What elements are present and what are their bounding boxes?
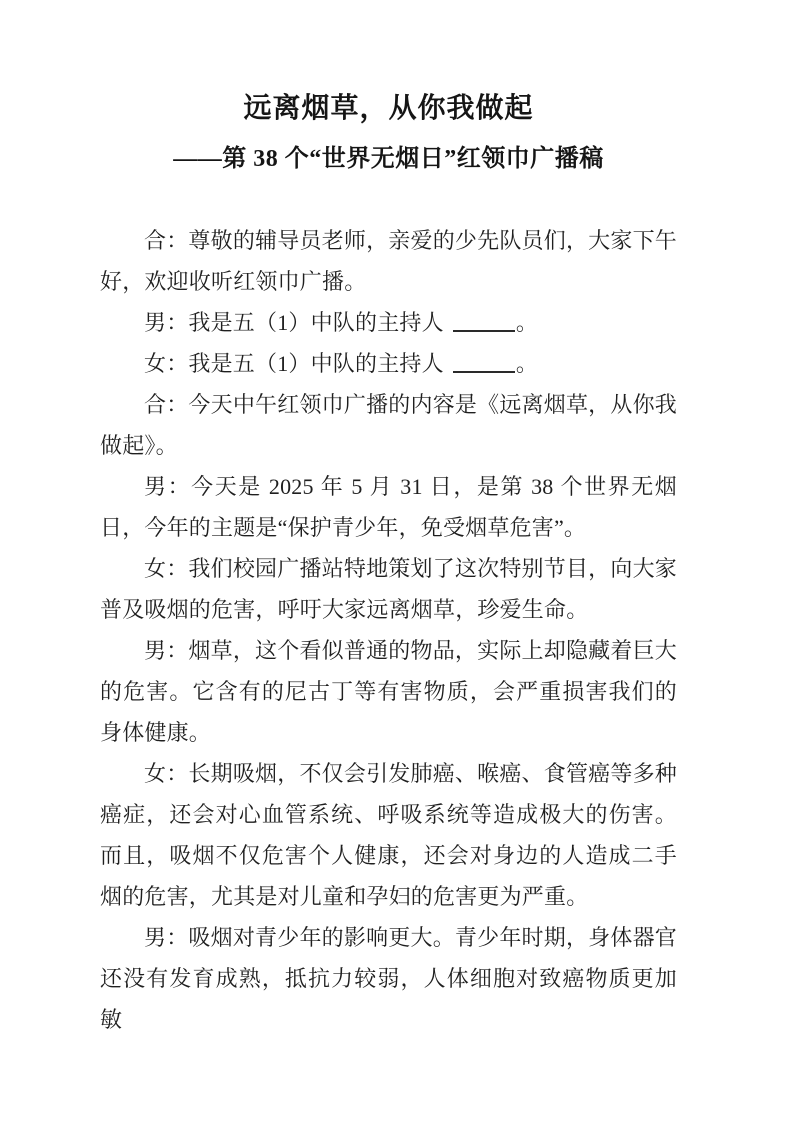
script-paragraph: [100, 630, 677, 753]
document-subtitle: ——第 38 个“世界无烟日”红领巾广播稿: [173, 146, 604, 172]
document-body: [100, 220, 677, 1040]
fill-in-blank-line: [453, 368, 515, 373]
paragraph-text: 我们校园广播站特地策划了这次特别节目，向大家普及吸烟的危害，呼吁大家远离烟草，珍爱生命。: [100, 556, 677, 622]
script-paragraph: [100, 753, 677, 917]
script-paragraph: [100, 343, 677, 384]
script-paragraph: [100, 917, 677, 1040]
paragraph-text: 尊敬的辅导员老师，亲爱的少先队员们，大家下午好，欢迎收听红领巾广播。: [100, 228, 677, 294]
paragraph-text: 我是五（1）中队的主持人: [188, 351, 444, 376]
speaker-label: 合：: [144, 392, 189, 417]
speaker-label: 女：: [144, 761, 189, 786]
speaker-label: 男：: [144, 310, 189, 335]
speaker-label: 男：: [144, 638, 189, 663]
blank-suffix: 。: [515, 351, 539, 376]
paragraph-text: 我是五（1）中队的主持人: [188, 310, 444, 335]
blank-suffix: 。: [515, 310, 539, 335]
script-paragraph: [100, 548, 677, 630]
speaker-label: 男：: [144, 925, 189, 950]
fill-in-blank-line: [453, 327, 515, 332]
script-paragraph: [100, 302, 677, 343]
speaker-label: 女：: [144, 351, 189, 376]
speaker-label: 女：: [144, 556, 189, 581]
script-paragraph: [100, 384, 677, 466]
document-title: 远离烟草，从你我做起: [243, 93, 534, 124]
script-paragraph: [100, 220, 677, 302]
paragraph-text: 今天中午红领巾广播的内容是《远离烟草，从你我做起》。: [100, 392, 677, 458]
speaker-label: 男：: [144, 474, 192, 499]
paragraph-text: 长期吸烟，不仅会引发肺癌、喉癌、食管癌等多种癌症，还会对心血管系统、呼吸系统等造成极大的伤害。而且，吸烟不仅危害个人健康，还会对身边的人造成二手烟的危害，尤其是对儿童和孕妇的危害更为严重。: [100, 761, 677, 909]
paragraph-text: 吸烟对青少年的影响更大。青少年时期，身体器官还没有发育成熟，抵抗力较弱，人体细胞对致癌物质更加敏: [100, 925, 677, 1032]
speaker-label: 合：: [144, 228, 189, 253]
script-paragraph: [100, 466, 677, 548]
paragraph-text: 今天是 2025 年 5 月 31 日，是第 38 个世界无烟日，今年的主题是“保护青少年，免受烟草危害”。: [100, 474, 678, 540]
paragraph-text: 烟草，这个看似普通的物品，实际上却隐藏着巨大的危害。它含有的尼古丁等有害物质，会严重损害我们的身体健康。: [100, 638, 677, 745]
